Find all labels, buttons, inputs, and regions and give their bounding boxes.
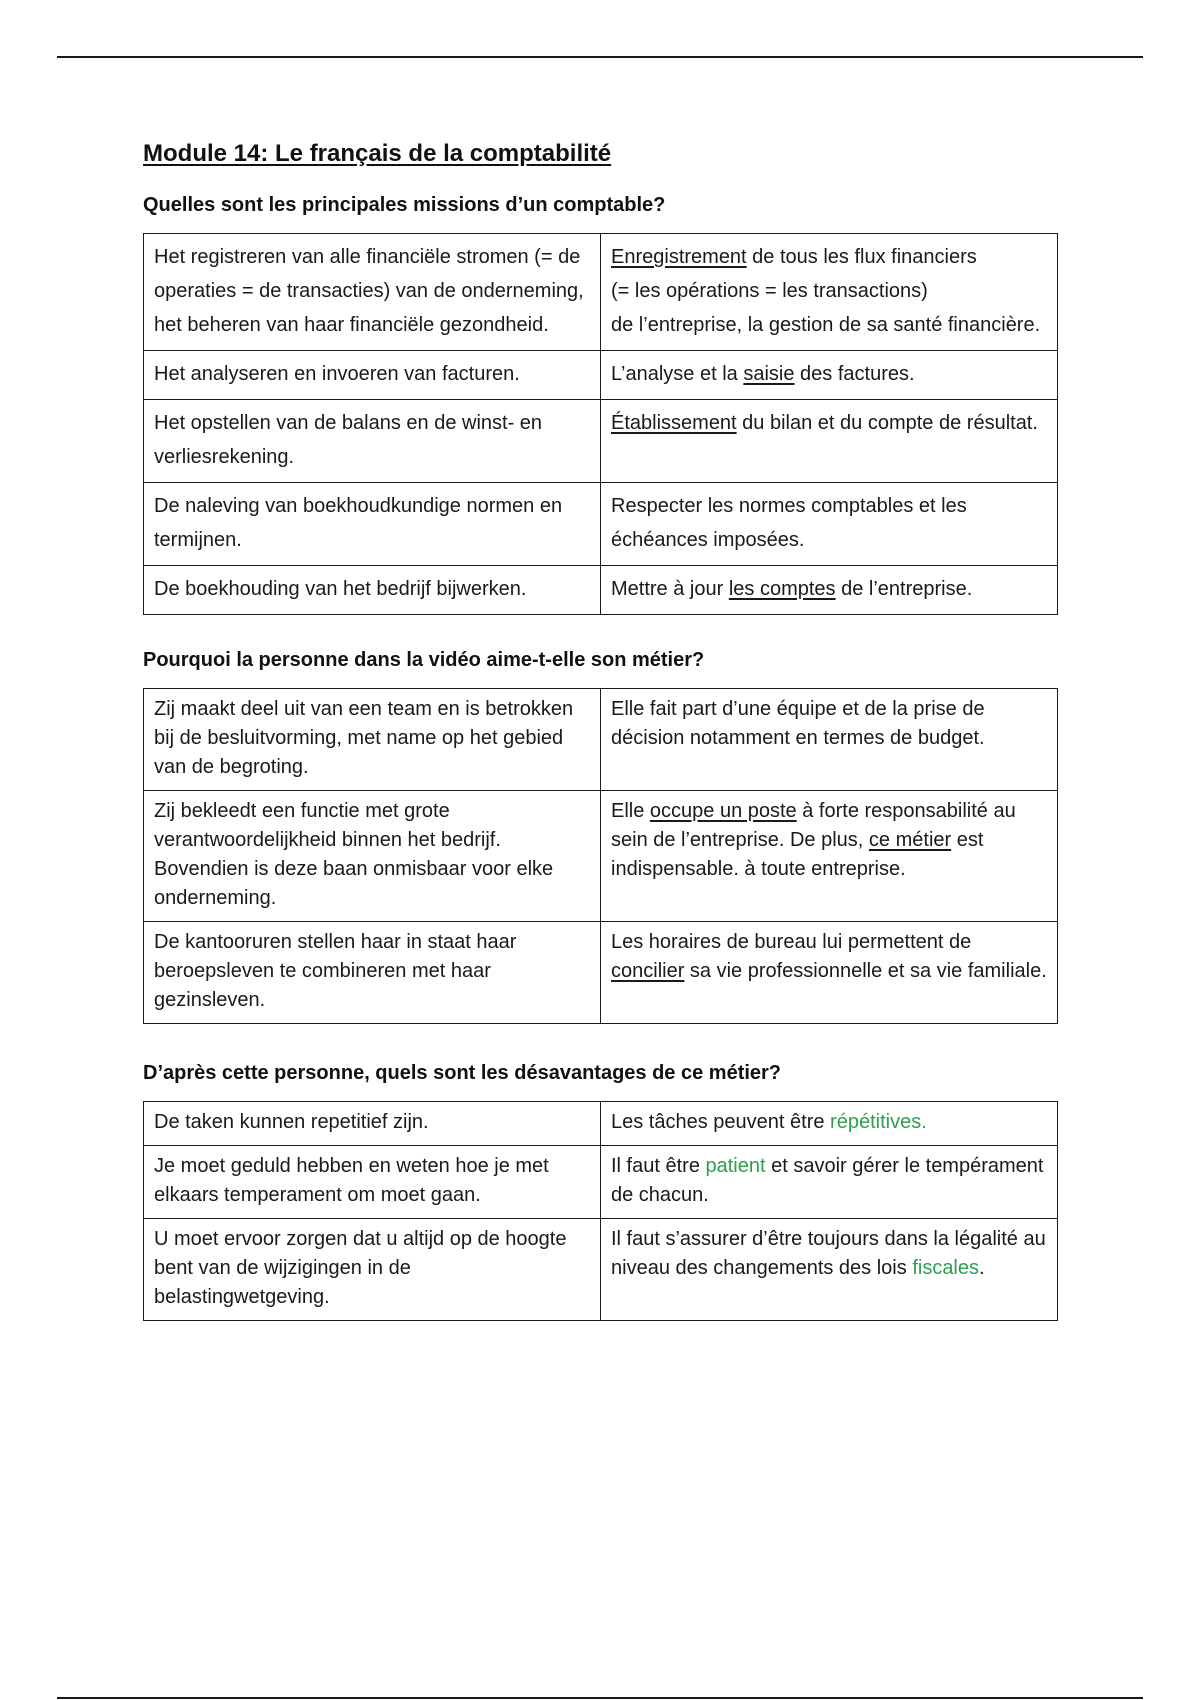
fr-text: de l’entreprise.	[835, 578, 973, 600]
underlined-term: Enregistrement	[611, 246, 747, 268]
underlined-term: ce métier	[868, 829, 952, 851]
page-title: Module 14: Le français de la comptabilité	[143, 140, 612, 167]
fr-cell	[601, 1102, 1058, 1146]
table-row	[144, 791, 1058, 922]
table-row	[144, 1219, 1058, 1321]
table-row	[144, 689, 1058, 791]
table-row	[144, 1102, 1058, 1146]
fr-text: (= les opérations = les transactions)	[611, 280, 928, 302]
fr-text: à forte responsabilité au sein de l’entreprise. De plus,	[611, 800, 1016, 851]
fr-text: L’analyse et la	[611, 363, 744, 385]
fr-text: de l’entreprise, la gestion de sa santé financière.	[611, 314, 1041, 336]
fr-text: Mettre à jour	[611, 578, 729, 600]
table-row	[144, 351, 1058, 400]
fr-text: du bilan et du compte de résultat.	[736, 412, 1038, 434]
nl-cell: De naleving van boekhoudkundige normen en termijnen.	[144, 483, 601, 566]
fr-cell	[601, 791, 1058, 922]
highlighted-term: répétitives.	[830, 1111, 927, 1133]
fr-text: Respecter les normes comptables et les échéances imposées.	[611, 495, 967, 551]
fr-text: et savoir gérer le tempérament de chacun.	[611, 1155, 1044, 1206]
nl-cell: De taken kunnen repetitief zijn.	[144, 1102, 601, 1146]
fr-text: Elle	[611, 800, 650, 822]
nl-cell: Zij maakt deel uit van een team en is betrokken bij de besluitvorming, met name op het gebied van de begroting.	[144, 689, 601, 791]
fr-text: Les tâches peuvent être	[611, 1111, 831, 1133]
nl-cell: De kantooruren stellen haar in staat haar beroepsleven te combineren met haar gezinsleven.	[144, 922, 601, 1024]
fr-text: est indispensable. à toute entreprise.	[611, 829, 984, 880]
nl-cell: U moet ervoor zorgen dat u altijd op de hoogte bent van de wijzigingen in de belastingwetgeving.	[144, 1219, 601, 1321]
document-body	[143, 140, 1058, 1321]
table-row	[144, 1146, 1058, 1219]
nl-cell: Je moet geduld hebben en weten hoe je met elkaars temperament om moet gaan.	[144, 1146, 601, 1219]
footer-rule	[57, 1697, 1143, 1699]
underlined-term: occupe un poste	[649, 800, 797, 822]
table-row	[144, 400, 1058, 483]
fr-text: Il faut s’assurer d’être toujours dans la légalité au niveau des changements des lois	[611, 1228, 1046, 1279]
underlined-term: saisie	[743, 363, 795, 385]
fr-cell	[601, 234, 1058, 351]
fr-cell	[601, 400, 1058, 483]
disadvantages-table	[143, 1101, 1058, 1321]
section-heading-motivation: Pourquoi la personne dans la vidéo aime-t-elle son métier?	[143, 649, 705, 671]
fr-cell	[601, 566, 1058, 615]
section-heading-disadvantages: D’après cette personne, quels sont les désavantages de ce métier?	[143, 1062, 782, 1084]
section-heading-missions: Quelles sont les principales missions d’un comptable?	[143, 194, 666, 216]
fr-cell	[601, 483, 1058, 566]
nl-cell: Het registreren van alle financiële stromen (= de operaties = de transacties) van de onderneming, het beheren van haar financiële gezondheid.	[144, 234, 601, 351]
table-row	[144, 922, 1058, 1024]
header-rule	[57, 56, 1143, 58]
highlighted-term: fiscales	[912, 1257, 980, 1279]
highlighted-term: patient	[705, 1155, 766, 1177]
table-row	[144, 483, 1058, 566]
fr-text: Il faut être	[611, 1155, 706, 1177]
fr-cell	[601, 1146, 1058, 1219]
missions-table	[143, 233, 1058, 615]
fr-cell	[601, 1219, 1058, 1321]
nl-cell: Het opstellen van de balans en de winst- en verliesrekening.	[144, 400, 601, 483]
fr-cell	[601, 351, 1058, 400]
fr-text: des factures.	[794, 363, 915, 385]
fr-text: sa vie professionnelle et sa vie familiale.	[684, 960, 1047, 982]
underlined-term: Établissement	[611, 412, 737, 434]
nl-cell: Het analyseren en invoeren van facturen.	[144, 351, 601, 400]
nl-cell: Zij bekleedt een functie met grote verantwoordelijkheid binnen het bedrijf. Bovendien is deze baan onmisbaar voor elke onderneming.	[144, 791, 601, 922]
fr-text: .	[979, 1257, 985, 1279]
fr-text: de tous les flux financiers	[746, 246, 977, 268]
fr-text: Les horaires de bureau lui permettent de	[611, 931, 972, 953]
table-row	[144, 566, 1058, 615]
fr-cell	[601, 922, 1058, 1024]
motivation-table	[143, 688, 1058, 1024]
underlined-term: concilier	[611, 960, 685, 982]
nl-cell: De boekhouding van het bedrijf bijwerken.	[144, 566, 601, 615]
fr-text: Elle fait part d’une équipe et de la prise de décision notamment en termes de budget.	[611, 698, 985, 749]
table-row	[144, 234, 1058, 351]
underlined-term: les comptes	[728, 578, 836, 600]
fr-cell	[601, 689, 1058, 791]
